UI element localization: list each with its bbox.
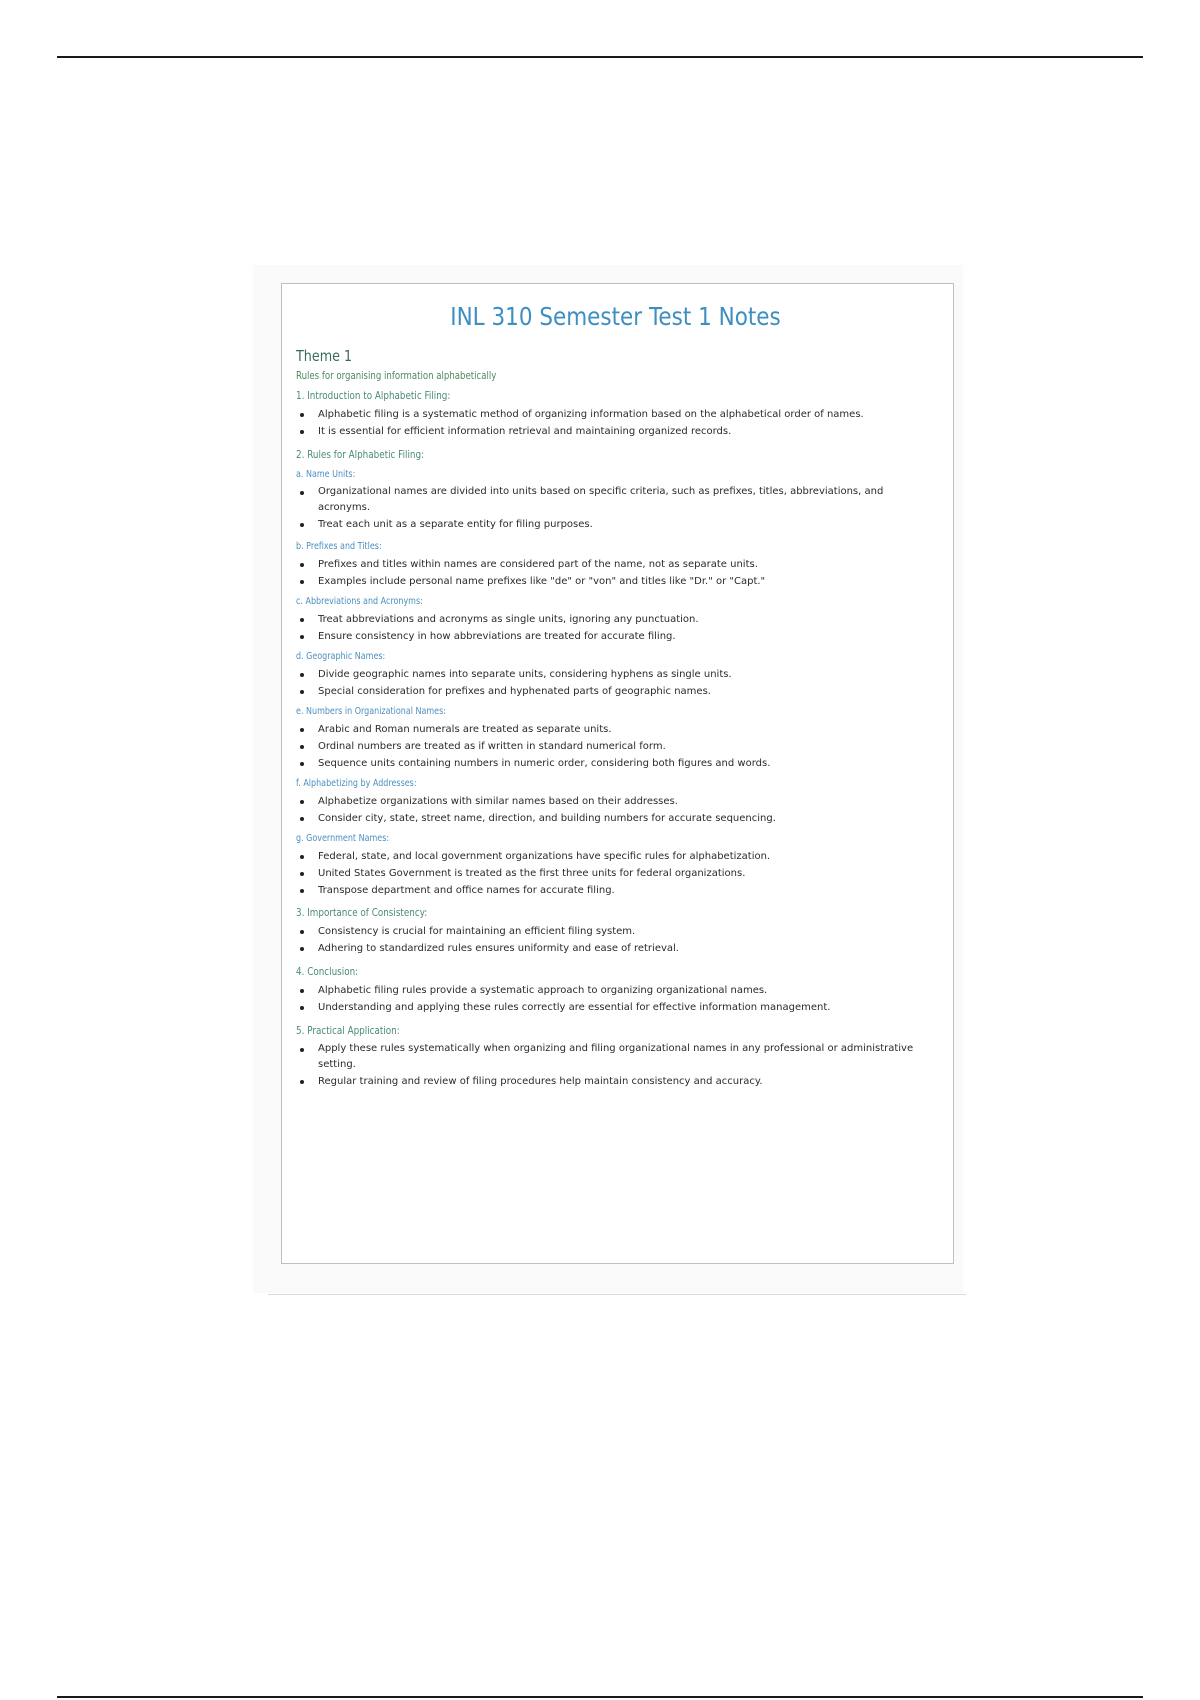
- subsection-heading-numbers: e. Numbers in Organizational Names:: [296, 706, 446, 717]
- list-item: Treat each unit as a separate entity for filing purposes.: [296, 516, 935, 533]
- section-heading-consistency: 3. Importance of Consistency:: [296, 906, 428, 919]
- subsection-heading-name-units: a. Name Units:: [296, 469, 356, 480]
- subsection-heading-addresses: f. Alphabetizing by Addresses:: [296, 778, 417, 789]
- list-item: It is essential for efficient information retrieval and maintaining organized records.: [296, 423, 935, 440]
- list-item: Consider city, state, street name, direction, and building numbers for accurate sequencing.: [296, 810, 935, 827]
- list-item: Treat abbreviations and acronyms as single units, ignoring any punctuation.: [296, 611, 935, 628]
- page-underline: [268, 1294, 966, 1295]
- list-item: Transpose department and office names for accurate filing.: [296, 882, 935, 899]
- list-item: Special consideration for prefixes and hyphenated parts of geographic names.: [296, 683, 935, 700]
- bullet-list: [296, 793, 935, 827]
- subsection-heading-abbreviations: c. Abbreviations and Acronyms:: [296, 596, 423, 607]
- bullet-list: [296, 1041, 935, 1090]
- document-page: [281, 283, 954, 1264]
- section-heading-conclusion: 4. Conclusion:: [296, 965, 359, 978]
- subsection-heading-government: g. Government Names:: [296, 833, 390, 844]
- list-item: Consistency is crucial for maintaining an efficient filing system.: [296, 923, 935, 940]
- bullet-list: [296, 982, 935, 1016]
- list-item: Alphabetic filing is a systematic method of organizing information based on the alphabetical order of names.: [296, 406, 935, 423]
- bullet-list: [296, 666, 935, 700]
- theme-heading: Theme 1: [296, 347, 353, 365]
- section-heading-introduction: 1. Introduction to Alphabetic Filing:: [296, 389, 451, 402]
- list-item: Arabic and Roman numerals are treated as separate units.: [296, 721, 935, 738]
- bullet-list: [296, 556, 935, 590]
- section-heading-rules: 2. Rules for Alphabetic Filing:: [296, 448, 425, 461]
- subsection-heading-geographic: d. Geographic Names:: [296, 651, 386, 662]
- list-item: Apply these rules systematically when organizing and filing organizational names in any professional or administrative setting.: [296, 1041, 935, 1073]
- list-item: Divide geographic names into separate units, considering hyphens as single units.: [296, 666, 935, 683]
- bullet-list: [296, 721, 935, 772]
- bullet-list: [296, 406, 935, 440]
- list-item: Federal, state, and local government organizations have specific rules for alphabetization.: [296, 848, 935, 865]
- top-rule: [57, 56, 1143, 58]
- list-item: Ensure consistency in how abbreviations are treated for accurate filing.: [296, 628, 935, 645]
- bullet-list: [296, 848, 935, 899]
- list-item: Regular training and review of filing procedures help maintain consistency and accuracy.: [296, 1073, 935, 1090]
- bullet-list: [296, 923, 935, 957]
- list-item: Examples include personal name prefixes like "de" or "von" and titles like "Dr." or "Capt.": [296, 573, 935, 590]
- subsection-heading-prefixes: b. Prefixes and Titles:: [296, 541, 382, 552]
- list-item: United States Government is treated as the first three units for federal organizations.: [296, 865, 935, 882]
- list-item: Alphabetize organizations with similar names based on their addresses.: [296, 793, 935, 810]
- list-item: Adhering to standardized rules ensures uniformity and ease of retrieval.: [296, 940, 935, 957]
- theme-subtitle: Rules for organising information alphabetically: [296, 369, 497, 382]
- list-item: Prefixes and titles within names are considered part of the name, not as separate units.: [296, 556, 935, 573]
- bullet-list: [296, 611, 935, 645]
- bottom-rule: [57, 1696, 1143, 1698]
- document-title: INL 310 Semester Test 1 Notes: [450, 302, 781, 331]
- section-heading-practical: 5. Practical Application:: [296, 1024, 400, 1037]
- list-item: Organizational names are divided into units based on specific criteria, such as prefixes, titles, abbreviations, and acronyms.: [296, 484, 935, 516]
- list-item: Sequence units containing numbers in numeric order, considering both figures and words.: [296, 755, 935, 772]
- list-item: Alphabetic filing rules provide a systematic approach to organizing organizational names.: [296, 982, 935, 999]
- bullet-list: [296, 484, 935, 533]
- list-item: Understanding and applying these rules correctly are essential for effective information management.: [296, 999, 935, 1016]
- list-item: Ordinal numbers are treated as if written in standard numerical form.: [296, 738, 935, 755]
